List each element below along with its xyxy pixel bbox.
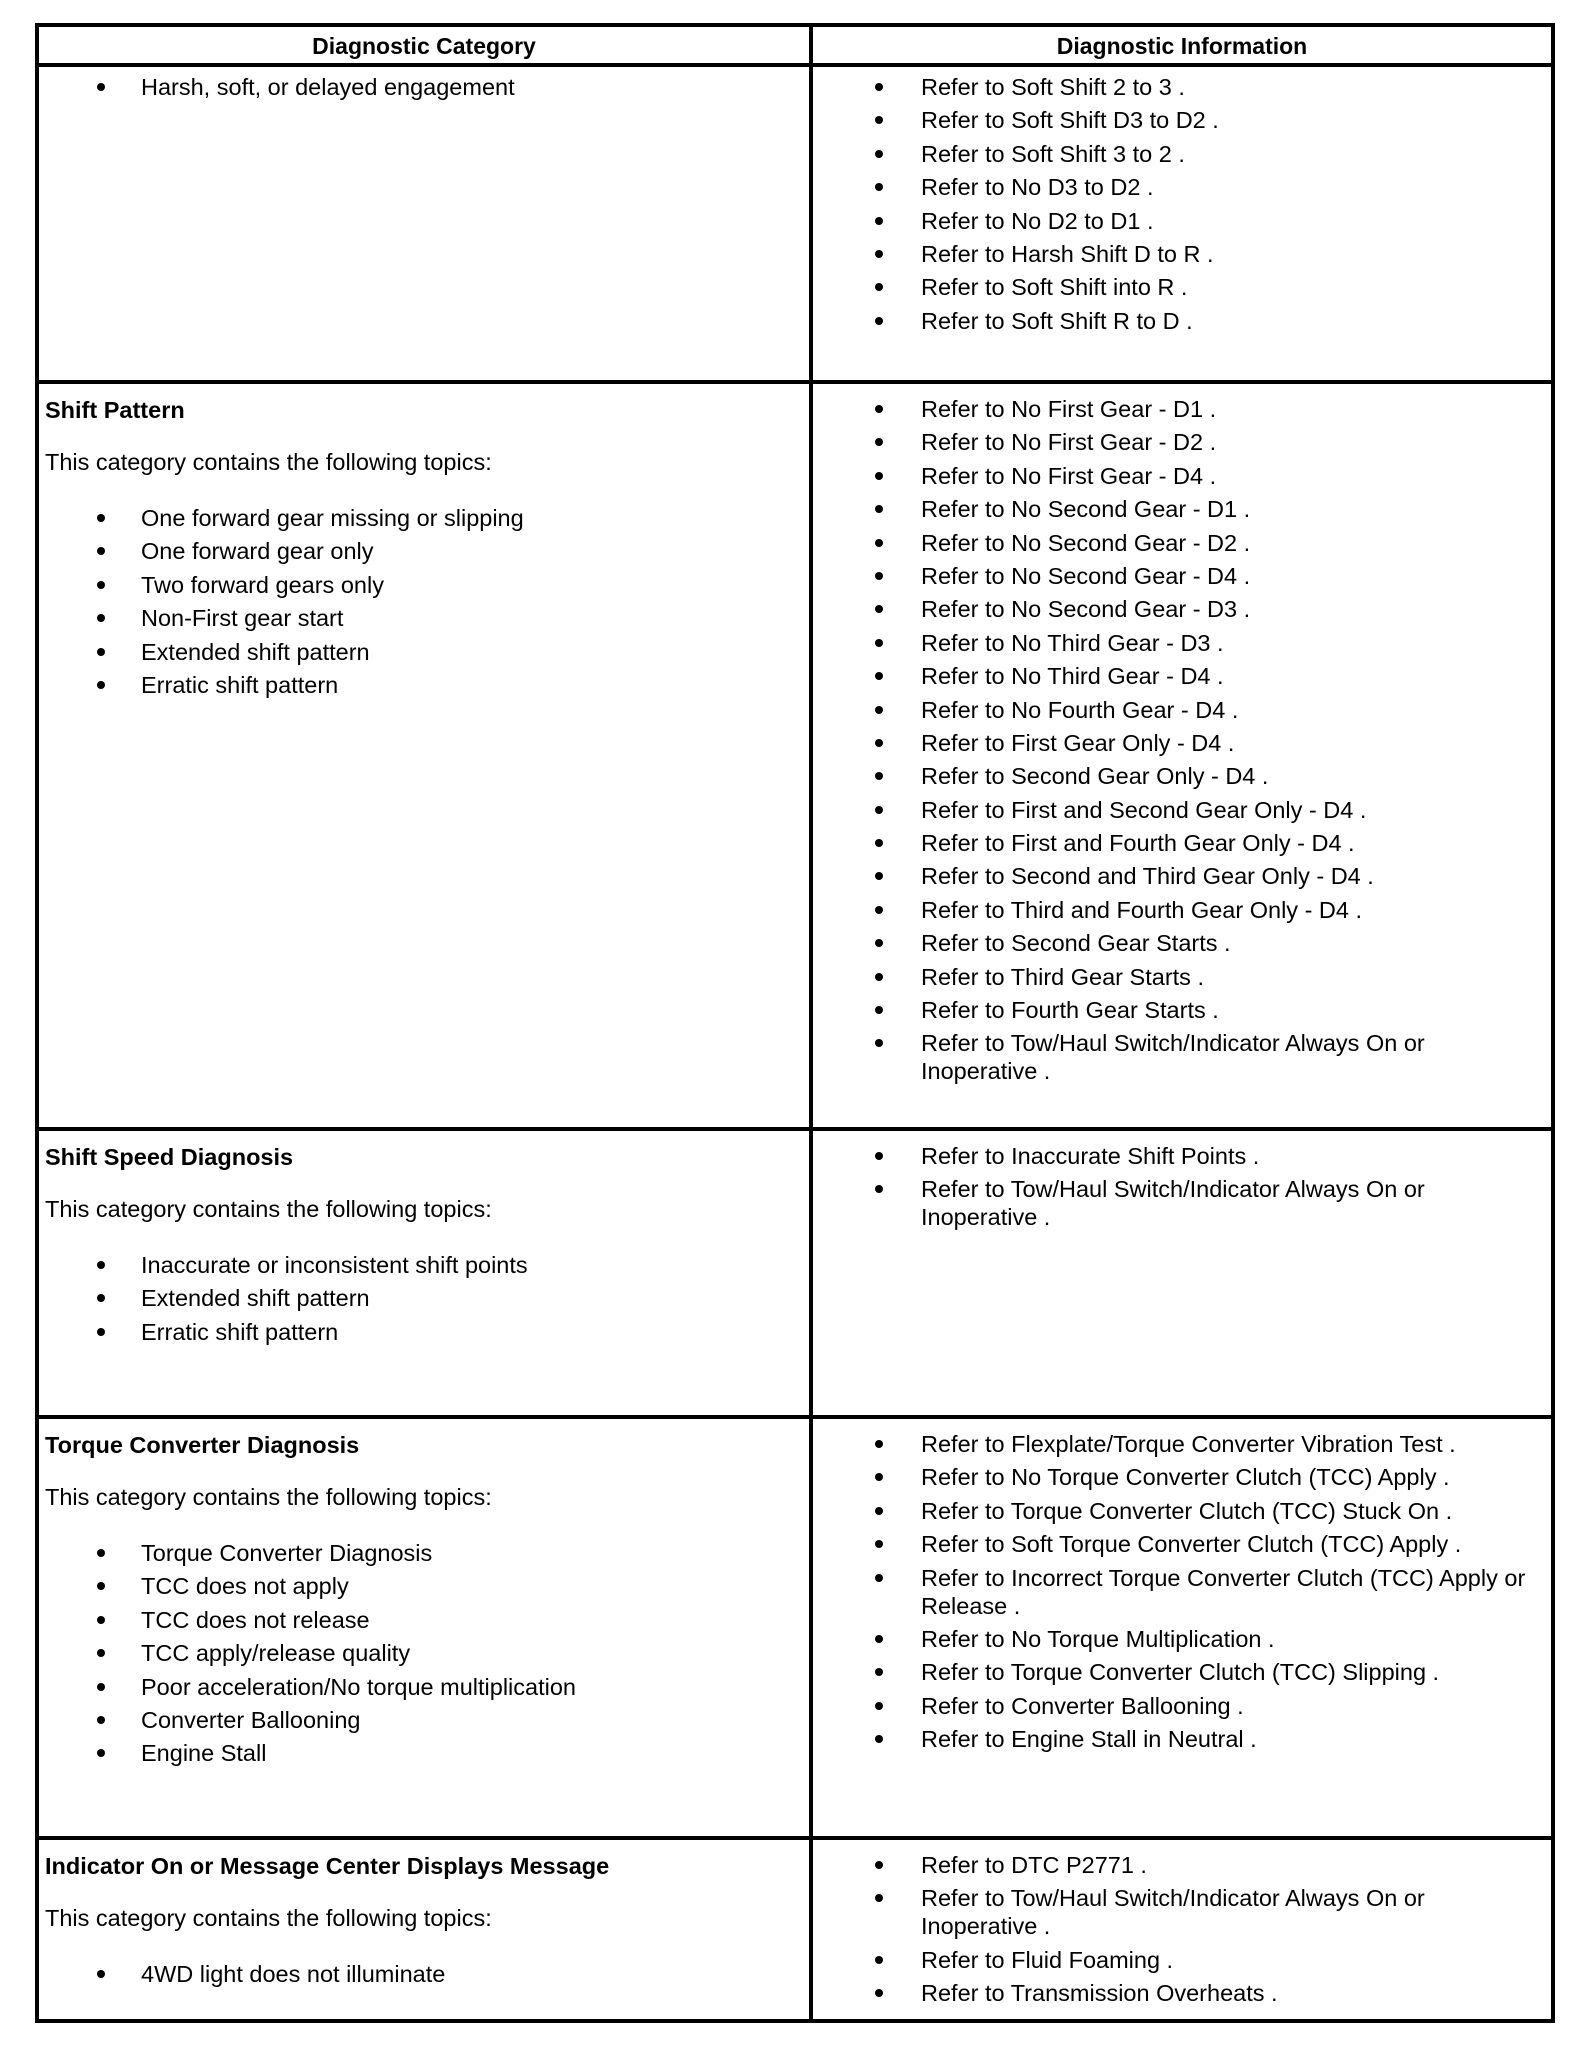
- info-item: Refer to Soft Torque Converter Clutch (TCC) Apply .: [819, 1530, 1545, 1558]
- category-cell: [37, 1417, 811, 1838]
- topic-item: Extended shift pattern: [45, 638, 803, 666]
- info-item: Refer to No First Gear - D1 .: [819, 395, 1545, 423]
- topic-item: TCC does not release: [45, 1606, 803, 1634]
- info-cell: [811, 1417, 1553, 1838]
- info-item: Refer to Tow/Haul Switch/Indicator Always On or Inoperative .: [819, 1175, 1545, 1231]
- info-item: Refer to No Third Gear - D4 .: [819, 662, 1545, 690]
- info-item: Refer to No First Gear - D4 .: [819, 462, 1545, 490]
- diagnostic-table: [35, 23, 1555, 2023]
- category-title: Shift Speed Diagnosis: [45, 1144, 294, 1170]
- header-diagnostic-information: Diagnostic Information: [811, 25, 1553, 65]
- topic-item: TCC apply/release quality: [45, 1639, 803, 1667]
- topic-item: Extended shift pattern: [45, 1284, 803, 1312]
- info-item: Refer to Incorrect Torque Converter Clutch (TCC) Apply or Release .: [819, 1564, 1545, 1620]
- info-item: Refer to Soft Shift R to D .: [819, 307, 1545, 335]
- info-item: Refer to DTC P2771 .: [819, 1851, 1545, 1879]
- info-item: Refer to Second Gear Starts .: [819, 929, 1545, 957]
- category-title: Shift Pattern: [45, 397, 185, 423]
- info-item: Refer to No Second Gear - D4 .: [819, 562, 1545, 590]
- info-item: Refer to Flexplate/Torque Converter Vibration Test .: [819, 1430, 1545, 1458]
- info-item: Refer to First and Second Gear Only - D4 .: [819, 796, 1545, 824]
- info-item: Refer to Tow/Haul Switch/Indicator Always On or Inoperative .: [819, 1884, 1545, 1940]
- info-item: Refer to No First Gear - D2 .: [819, 428, 1545, 456]
- topic-item: Harsh, soft, or delayed engagement: [45, 73, 803, 101]
- info-item: Refer to First and Fourth Gear Only - D4 .: [819, 829, 1545, 857]
- topic-list: [45, 504, 803, 699]
- info-item: Refer to Soft Shift 2 to 3 .: [819, 73, 1545, 101]
- info-item: Refer to Soft Shift D3 to D2 .: [819, 106, 1545, 134]
- category-cell: [37, 1129, 811, 1417]
- table-row: [37, 382, 1553, 1129]
- category-cell: [37, 382, 811, 1129]
- topic-list: [45, 1960, 803, 1988]
- topic-item: Erratic shift pattern: [45, 1318, 803, 1346]
- info-cell: [811, 1838, 1553, 2021]
- info-item: Refer to Harsh Shift D to R .: [819, 240, 1545, 268]
- info-item: Refer to No Second Gear - D3 .: [819, 595, 1545, 623]
- info-item: Refer to No Second Gear - D1 .: [819, 495, 1545, 523]
- info-item: Refer to Second Gear Only - D4 .: [819, 762, 1545, 790]
- info-item: Refer to Soft Shift 3 to 2 .: [819, 140, 1545, 168]
- category-cell: [37, 1838, 811, 2021]
- info-item: Refer to First Gear Only - D4 .: [819, 729, 1545, 757]
- topic-list: [45, 1251, 803, 1346]
- info-item: Refer to Fluid Foaming .: [819, 1946, 1545, 1974]
- info-item: Refer to No Fourth Gear - D4 .: [819, 696, 1545, 724]
- info-list: [819, 1142, 1545, 1231]
- info-item: Refer to Engine Stall in Neutral .: [819, 1725, 1545, 1753]
- info-item: Refer to No Second Gear - D2 .: [819, 529, 1545, 557]
- topic-item: Converter Ballooning: [45, 1706, 803, 1734]
- topic-item: Poor acceleration/No torque multiplication: [45, 1673, 803, 1701]
- info-list: [819, 1430, 1545, 1753]
- info-item: Refer to No Torque Multiplication .: [819, 1625, 1545, 1653]
- info-item: Refer to Third and Fourth Gear Only - D4 .: [819, 896, 1545, 924]
- topic-item: One forward gear missing or slipping: [45, 504, 803, 532]
- category-description: This category contains the following topics:: [45, 449, 492, 475]
- topic-list: [45, 1539, 803, 1767]
- topic-item: Erratic shift pattern: [45, 671, 803, 699]
- header-row: [37, 25, 1553, 65]
- info-item: Refer to Torque Converter Clutch (TCC) Stuck On .: [819, 1497, 1545, 1525]
- info-item: Refer to No D2 to D1 .: [819, 207, 1545, 235]
- category-title: Indicator On or Message Center Displays Message: [45, 1853, 610, 1879]
- info-item: Refer to No Third Gear - D3 .: [819, 629, 1545, 657]
- topic-item: 4WD light does not illuminate: [45, 1960, 803, 1988]
- topic-list: [45, 73, 803, 101]
- table-row: [37, 65, 1553, 382]
- info-item: Refer to Tow/Haul Switch/Indicator Always On or Inoperative .: [819, 1029, 1545, 1085]
- header-diagnostic-category: Diagnostic Category: [37, 25, 811, 65]
- info-list: [819, 73, 1545, 335]
- info-item: Refer to No D3 to D2 .: [819, 173, 1545, 201]
- category-title: Torque Converter Diagnosis: [45, 1432, 360, 1458]
- info-item: Refer to Inaccurate Shift Points .: [819, 1142, 1545, 1170]
- topic-item: Torque Converter Diagnosis: [45, 1539, 803, 1567]
- info-cell: [811, 65, 1553, 382]
- table-row: [37, 1417, 1553, 1838]
- info-item: Refer to Fourth Gear Starts .: [819, 996, 1545, 1024]
- info-cell: [811, 1129, 1553, 1417]
- topic-item: One forward gear only: [45, 537, 803, 565]
- info-item: Refer to Torque Converter Clutch (TCC) Slipping .: [819, 1658, 1545, 1686]
- topic-item: Engine Stall: [45, 1739, 803, 1767]
- info-item: Refer to Soft Shift into R .: [819, 273, 1545, 301]
- category-description: This category contains the following topics:: [45, 1196, 492, 1222]
- topic-item: Inaccurate or inconsistent shift points: [45, 1251, 803, 1279]
- info-list: [819, 395, 1545, 1085]
- topic-item: Two forward gears only: [45, 571, 803, 599]
- category-cell: [37, 65, 811, 382]
- info-cell: [811, 382, 1553, 1129]
- info-item: Refer to No Torque Converter Clutch (TCC) Apply .: [819, 1463, 1545, 1491]
- info-list: [819, 1851, 1545, 2007]
- info-item: Refer to Transmission Overheats .: [819, 1979, 1545, 2007]
- category-description: This category contains the following topics:: [45, 1905, 492, 1931]
- topic-item: TCC does not apply: [45, 1572, 803, 1600]
- info-item: Refer to Third Gear Starts .: [819, 963, 1545, 991]
- topic-item: Non-First gear start: [45, 604, 803, 632]
- category-description: This category contains the following topics:: [45, 1484, 492, 1510]
- info-item: Refer to Converter Ballooning .: [819, 1692, 1545, 1720]
- table-row: [37, 1129, 1553, 1417]
- info-item: Refer to Second and Third Gear Only - D4 .: [819, 862, 1545, 890]
- table-row: [37, 1838, 1553, 2021]
